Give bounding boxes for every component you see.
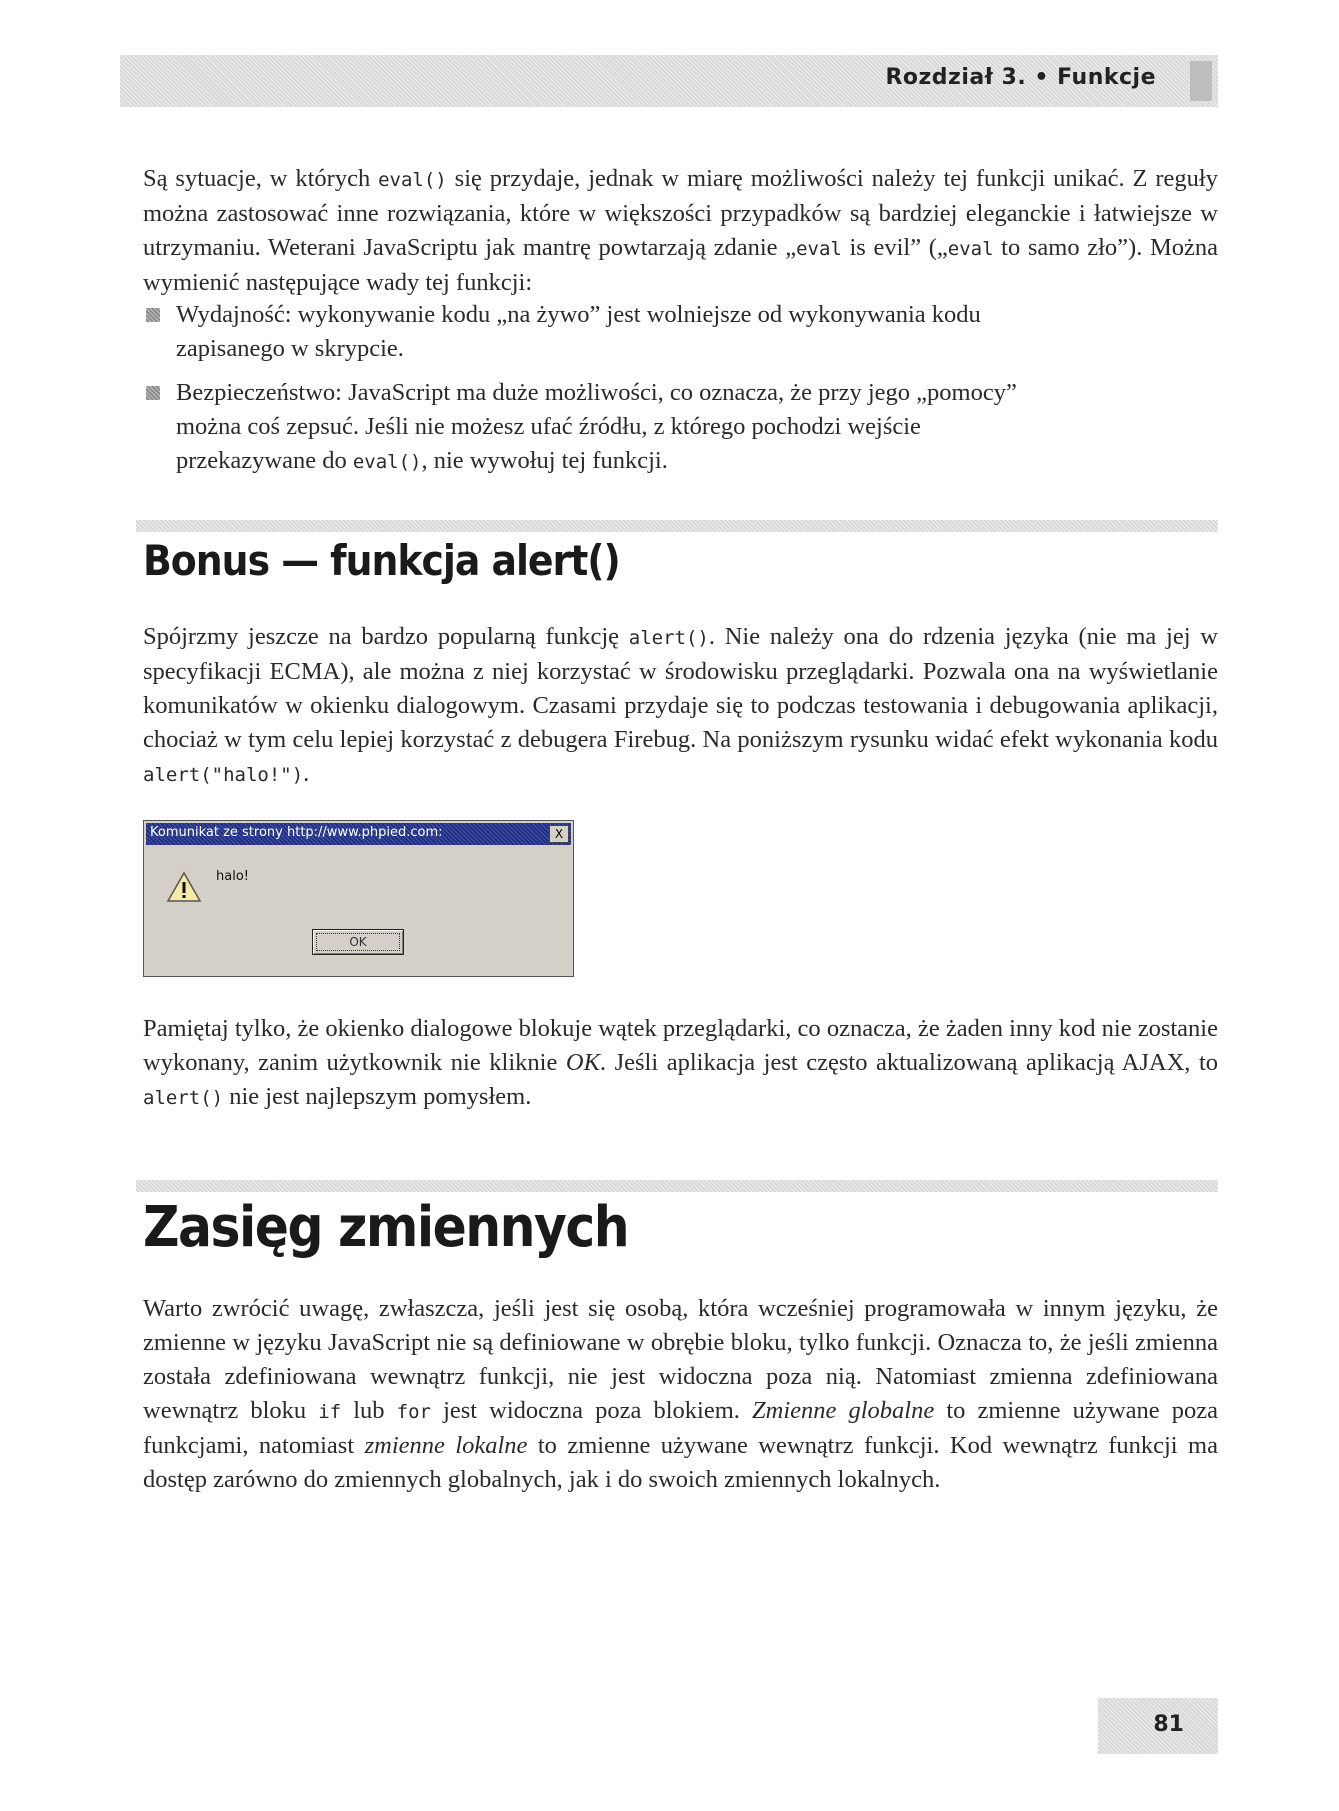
square-bullet-icon — [146, 308, 160, 322]
bonus-paragraph: Spójrzmy jeszcze na bardzo popularną funkcję alert(). Nie należy ona do rdzenia języka (nie ma jej w specyfikacji ECMA), ale można z niej korzystać w środowisku przeglądarki. Pozwala ona na wyświetlanie komunikatów w okienku dialogowym. Czasami przydaje się to podczas testowania i debugowania aplikacji, chociaż w tym celu lepiej korzystać z debugera Firebug. Na poniższym rysunku widać efekt wykonania kodu alert("halo!"). — [143, 623, 1218, 787]
alert-dialog-figure — [143, 820, 574, 977]
chapter-title: Rozdział 3. • Funkcje — [885, 65, 1156, 90]
section-heading-bonus: Bonus — funkcja alert() — [143, 536, 620, 585]
section-divider — [136, 1180, 1218, 1192]
dialog-message: halo! — [216, 869, 249, 884]
code-alert: alert() — [143, 1087, 224, 1109]
running-header — [120, 55, 1218, 107]
code-if: if — [318, 1401, 342, 1423]
scope-paragraph: Warto zwrócić uwagę, zwłaszcza, jeśli jest się osobą, która wcześniej programowała w innym języku, że zmienne w języku JavaScript nie są definiowane w obrębie bloku, tylko funkcji. Oznacza to, że jeśli zmienna została zdefiniowana wewnątrz funkcji, nie jest widoczna poza nią. Natomiast zmienna zdefiniowana wewnątrz bloku if lub for jest widoczna poza blokiem. Zmienne globalne to zmienne używane poza funkcjami, natomiast zmienne lokalne to zmienne używane wewnątrz funkcji. Kod wewnątrz funkcji ma dostęp zarówno do zmiennych globalnych, jak i do swoich zmiennych lokalnych. — [143, 1295, 1218, 1493]
code-alert: alert() — [628, 627, 709, 649]
code-for: for — [396, 1401, 431, 1423]
page-number: 81 — [1153, 1712, 1184, 1737]
code-eval: eval() — [378, 169, 447, 191]
ok-button[interactable]: OK — [312, 929, 404, 955]
dialog-title: Komunikat ze strony http://www.phpied.com: — [150, 825, 443, 840]
code-eval: eval() — [352, 451, 422, 473]
section-divider — [136, 520, 1218, 532]
code-eval: eval — [796, 238, 842, 260]
code-eval: eval — [947, 238, 994, 260]
square-bullet-icon — [146, 386, 160, 400]
intro-paragraph: Są sytuacje, w których eval() się przydaje, jednak w miarę możliwości należy tej funkcji unikać. Z reguły można zastosować inne rozwiązania, które w większości przypadków są bardziej eleganckie i łatwiejsze w utrzymaniu. Weterani JavaScriptu jak mantrę powtarzają zdanie „eval is evil” („eval to samo zło”). Można wymienić następujące wady tej funkcji: — [143, 165, 1218, 296]
section-heading-scope: Zasięg zmiennych — [143, 1195, 629, 1260]
bullet-item-security: Bezpieczeństwo: JavaScript ma duże możliwości, co oznacza, że przy jego „pomocy” można coś zepsuć. Jeśli nie możesz ufać źródłu, z którego pochodzi wejście przekazywane do eval(), nie wywołuj tej funkcji. — [176, 376, 1056, 479]
warning-icon — [166, 871, 202, 903]
code-alert-call: alert("halo!") — [143, 764, 304, 786]
header-tab-marker — [1190, 61, 1212, 101]
emphasis-ok: OK — [565, 1049, 600, 1076]
page-number-box — [1098, 1698, 1218, 1754]
term-global-variables: Zmienne globalne — [752, 1397, 935, 1424]
bullet-item-performance: Wydajność: wykonywanie kodu „na żywo” jest wolniejsze od wykonywania kodu zapisanego w skrypcie. — [176, 298, 1056, 366]
term-local-variables: zmienne lokalne — [364, 1432, 528, 1459]
dialog-titlebar — [146, 823, 571, 845]
close-icon[interactable]: X — [549, 825, 569, 843]
bonus-followup-paragraph: Pamiętaj tylko, że okienko dialogowe blokuje wątek przeglądarki, co oznacza, że żaden inny kod nie zostanie wykonany, zanim użytkownik nie kliknie OK. Jeśli aplikacja jest często aktualizowaną aplikacją AJAX, to alert() nie jest najlepszym pomysłem. — [143, 1015, 1218, 1110]
